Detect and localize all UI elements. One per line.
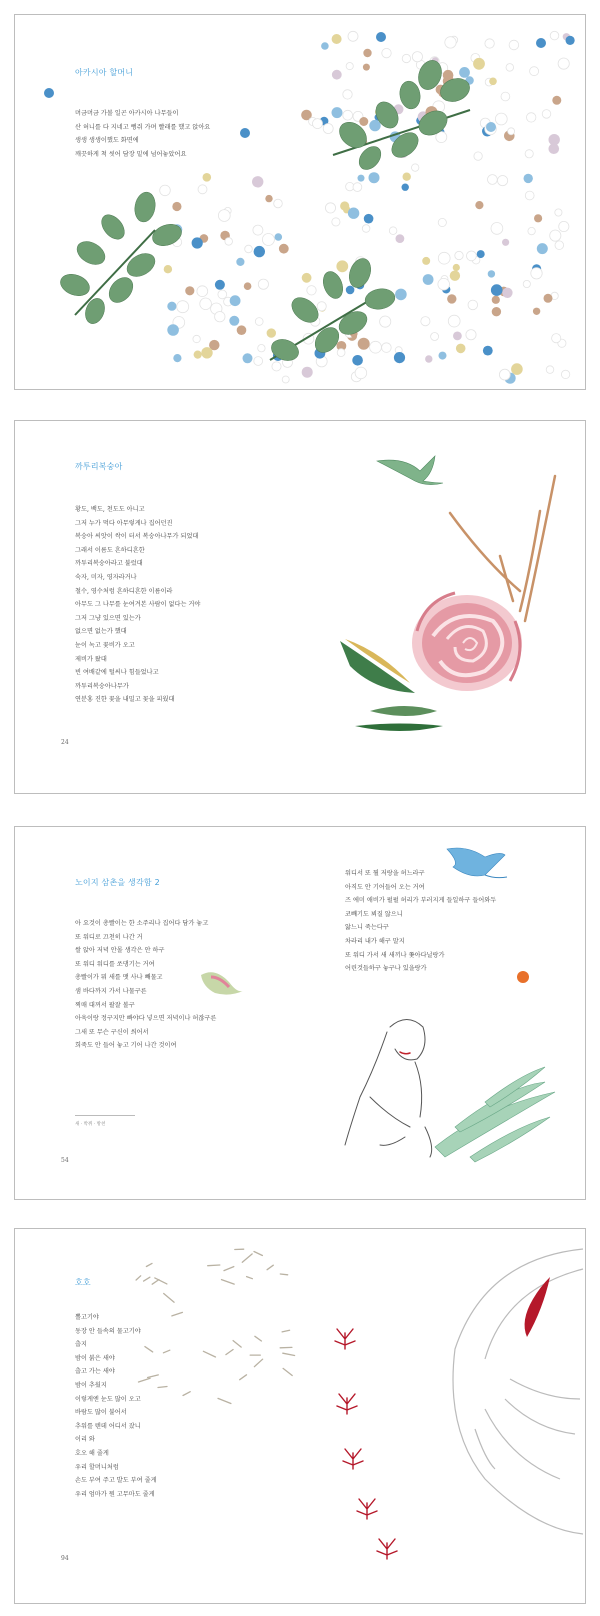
confetti-dot-icon: [332, 107, 343, 118]
confetti-dot-icon: [475, 201, 483, 209]
poem-line: 밤이 추웠지: [75, 1381, 107, 1389]
page-number: 24: [61, 739, 69, 746]
confetti-dot-icon: [450, 271, 460, 281]
poem-line: 또 워디로 끄천히 나간 거: [75, 933, 143, 941]
poem-line: 밤이 붉은 새야: [75, 1354, 115, 1362]
poem-line: 찍매 대꺼서 팔잘 볼구: [75, 1001, 135, 1009]
page-number: 94: [61, 1555, 69, 1562]
feather-icon: [255, 1336, 262, 1341]
confetti-dot-icon: [336, 260, 348, 272]
confetti-dot-icon: [192, 237, 203, 248]
confetti-dot-icon: [254, 357, 263, 366]
poem-line: 산 허니를 다 지네고 뻥쥐 가며 빨래를 했고 앉아요: [75, 123, 211, 131]
confetti-dot-icon: [218, 210, 230, 222]
swallow-bird-icon: [377, 456, 443, 485]
confetti-dot-icon: [555, 209, 562, 216]
confetti-dot-icon: [307, 286, 316, 295]
confetti-dot-icon: [272, 362, 281, 371]
confetti-dot-icon: [380, 316, 391, 327]
feather-icon: [224, 1267, 234, 1271]
confetti-dot-icon: [488, 270, 495, 277]
poem-body: [75, 1311, 157, 1501]
confetti-dot-icon: [353, 183, 362, 192]
confetti-dot-icon: [423, 274, 434, 285]
reed-leaves-icon: [435, 1067, 555, 1162]
confetti-dot-icon: [561, 370, 569, 378]
poem-line: 이렇게엔 눈도 많이 오고: [75, 1395, 141, 1403]
confetti-dot-icon: [167, 302, 176, 311]
poem-line: 워디서 또 뭘 저랑을 허느라구: [345, 870, 425, 877]
confetti-dots: [44, 31, 575, 384]
feather-icon: [247, 1277, 253, 1279]
confetti-dot-icon: [253, 225, 263, 235]
confetti-dot-icon: [240, 128, 250, 138]
confetti-dot-icon: [544, 294, 553, 303]
confetti-dot-icon: [352, 355, 363, 366]
confetti-dot-icon: [431, 333, 439, 341]
poem-line: 까투리복숭아나무가: [75, 682, 129, 690]
poem-line: 코빼기도 뵈질 않으니: [345, 910, 403, 918]
feather-icon: [283, 1368, 292, 1375]
confetti-dot-icon: [477, 250, 485, 258]
confetti-dot-icon: [244, 282, 252, 290]
feather-icon: [242, 1254, 252, 1262]
confetti-dot-icon: [258, 345, 265, 352]
confetti-dot-icon: [443, 70, 454, 81]
confetti-dot-icon: [215, 312, 225, 322]
confetti-dot-icon: [402, 54, 410, 62]
confetti-dot-icon: [346, 63, 353, 70]
poem-line: 제비가 왔대: [75, 655, 107, 663]
confetti-dot-icon: [467, 251, 477, 261]
page-peach: [14, 420, 586, 794]
rose-flower-icon: [412, 593, 522, 691]
confetti-dot-icon: [258, 279, 268, 289]
confetti-dot-icon: [459, 67, 470, 78]
confetti-dot-icon: [486, 122, 496, 132]
poem-line: 그저 누가 먹다 아무렇게나 집어던진: [75, 519, 173, 527]
confetti-dot-icon: [502, 239, 509, 246]
feather-icon: [222, 1280, 235, 1285]
confetti-dot-icon: [243, 353, 253, 363]
confetti-dot-icon: [511, 363, 523, 375]
confetti-dot-icon: [313, 119, 323, 129]
confetti-dot-icon: [483, 346, 493, 356]
poem-line: 아무도 그 나무를 눈여겨본 사람이 없다는 거야: [75, 601, 201, 609]
confetti-dot-icon: [456, 344, 466, 354]
poem-line: 또 워디 워디를 쏘댕기는 거여: [75, 960, 155, 968]
feather-icon: [240, 1375, 247, 1380]
feather-icon: [203, 1351, 215, 1357]
confetti-dot-icon: [382, 343, 392, 353]
confetti-dot-icon: [466, 330, 476, 340]
confetti-dot-icon: [359, 117, 368, 126]
confetti-dot-icon: [370, 341, 382, 353]
confetti-dot-icon: [389, 227, 397, 235]
confetti-dot-icon: [254, 246, 265, 257]
confetti-dot-icon: [215, 280, 225, 290]
poem-title: 아카시아 할머니: [75, 68, 134, 77]
poem-body-right: [345, 867, 496, 976]
feather-icon: [146, 1263, 152, 1266]
confetti-dot-icon: [262, 234, 274, 246]
poem-title: 노이지 삼촌을 생각함 2: [75, 878, 160, 887]
confetti-dot-icon: [252, 176, 263, 187]
confetti-dot-icon: [502, 288, 512, 298]
poem-line: 눈이 녹고 꽃비가 오고: [75, 641, 135, 649]
feather-icon: [152, 1280, 159, 1285]
confetti-dot-icon: [332, 70, 342, 80]
confetti-dot-icon: [448, 315, 460, 327]
poem-line: 없으면 없는가 했대: [75, 628, 127, 636]
confetti-dot-icon: [438, 278, 450, 290]
confetti-dot-icon: [523, 280, 530, 287]
poem-line: 황도, 백도, 천도도 아니고: [75, 506, 145, 513]
confetti-dot-icon: [337, 349, 345, 357]
confetti-dot-icon: [369, 172, 380, 183]
confetti-dot-icon: [533, 308, 540, 315]
circle-strokes: [453, 1249, 583, 1534]
feather-icon: [158, 1387, 167, 1388]
confetti-dot-icon: [550, 230, 561, 241]
confetti-dot-icon: [363, 64, 370, 71]
poem-line: 생생 생생이했도 화면에: [75, 137, 139, 145]
confetti-dot-icon: [488, 175, 498, 185]
bird-footprint-icon: [337, 1394, 357, 1414]
confetti-dot-icon: [363, 49, 371, 57]
feather-icon: [283, 1353, 295, 1355]
feather-icon: [226, 1350, 233, 1355]
confetti-dot-icon: [485, 39, 494, 48]
confetti-dot-icon: [230, 295, 241, 306]
feather-icon: [172, 1312, 183, 1316]
confetti-dot-icon: [489, 78, 497, 86]
confetti-dot-icon: [536, 38, 546, 48]
confetti-dot-icon: [525, 150, 533, 158]
confetti-dot-icon: [491, 284, 503, 296]
confetti-dot-icon: [396, 234, 405, 243]
poem-line: 어린것들하구 놓구나 있을랑가: [345, 965, 427, 973]
confetti-dot-icon: [566, 36, 575, 45]
poem-line: 그래서 이름도 흔하디흔한: [75, 546, 145, 554]
bird-footprint-icon: [377, 1539, 397, 1559]
confetti-dot-icon: [317, 302, 326, 311]
acacia-branch-icon: [57, 190, 184, 326]
poem-line: 복숭아 씨앗이 싹이 터서 복숭아나무가 되었대: [75, 533, 199, 541]
poem-line: 아욱이랑 정구지만 빠야다 넣으면 저녁이나 허잖구른: [75, 1015, 217, 1023]
poem-line: 춥지: [75, 1341, 87, 1349]
confetti-dot-icon: [274, 199, 283, 208]
confetti-dot-icon: [447, 294, 456, 303]
confetti-dot-icon: [412, 164, 419, 171]
confetti-dot-icon: [177, 301, 189, 313]
confetti-dot-icon: [343, 90, 352, 99]
poem-line: 총빨이가 뭐 새를 맷 사나 빼물고: [75, 974, 163, 982]
poem-line: 우리 할머니처럼: [75, 1463, 119, 1471]
confetti-dot-icon: [455, 251, 463, 259]
confetti-dot-icon: [362, 225, 370, 233]
confetti-dot-icon: [421, 317, 430, 326]
feather-icon: [218, 1398, 231, 1403]
poem-body-left: [75, 917, 216, 1053]
confetti-dot-icon: [499, 369, 510, 380]
confetti-dot-icon: [275, 233, 283, 241]
confetti-dot-icon: [438, 218, 446, 226]
confetti-dot-icon: [453, 264, 460, 271]
confetti-dot-icon: [245, 245, 253, 253]
confetti-dot-icon: [340, 201, 349, 210]
page-hoho: [14, 1228, 586, 1604]
confetti-dot-icon: [491, 223, 503, 235]
poem-line: 머금머금 가볼 일곤 아카시아 나무들이: [75, 110, 179, 117]
poem-line: 그새 또 무슨 구신이 씌어서: [75, 1028, 149, 1036]
poem-line: 숙자, 미자, 영자라거나: [75, 573, 137, 581]
confetti-dot-icon: [501, 92, 510, 101]
poem-line: 철수, 영수처럼 흔하디흔한 이름이라: [75, 587, 173, 595]
feather-icon: [282, 1330, 290, 1332]
confetti-dot-icon: [225, 238, 233, 246]
poem-line: 손도 부여 주고 발도 부여 줄게: [75, 1477, 157, 1485]
feather-icon: [254, 1252, 262, 1256]
confetti-dot-icon: [321, 42, 329, 50]
feather-icon: [280, 1274, 287, 1275]
confetti-dot-icon: [509, 40, 519, 50]
bird-footprint-icon: [335, 1329, 397, 1559]
confetti-dot-icon: [167, 324, 179, 336]
confetti-dot-icon: [555, 241, 564, 250]
poem-line: 즈 에미 애비가 펄펄 허리가 부러지게 들일하구 들어와두: [345, 897, 497, 905]
confetti-dot-icon: [537, 243, 548, 254]
confetti-dot-icon: [468, 300, 478, 310]
confetti-dot-icon: [369, 120, 380, 131]
orange-dot: [517, 971, 529, 983]
confetti-dot-icon: [355, 367, 367, 379]
feather-icon: [233, 1341, 241, 1348]
confetti-dot-icon: [498, 176, 508, 186]
confetti-dot-icon: [422, 257, 430, 265]
confetti-dot-icon: [325, 203, 335, 213]
confetti-dot-icon: [549, 143, 560, 154]
confetti-dot-icon: [552, 334, 561, 343]
confetti-dot-icon: [546, 366, 554, 374]
confetti-dot-icon: [185, 286, 194, 295]
confetti-dot-icon: [343, 110, 353, 120]
poem-line: 또 워디 가서 새 새끼나 쫓아다닐랑가: [345, 951, 445, 959]
confetti-dot-icon: [302, 273, 312, 283]
page-number: 54: [61, 1157, 69, 1164]
confetti-dot-icon: [346, 286, 355, 295]
confetti-dot-icon: [173, 354, 181, 362]
confetti-dot-icon: [44, 88, 54, 98]
confetti-dot-icon: [198, 185, 207, 194]
confetti-dot-icon: [425, 355, 432, 362]
confetti-dot-icon: [527, 113, 536, 122]
confetti-dot-icon: [358, 175, 365, 182]
red-feather-icon: [525, 1277, 550, 1337]
confetti-dot-icon: [203, 173, 212, 182]
feather-icon: [254, 1359, 262, 1367]
poem-line: 차라리 내가 해구 말지: [345, 937, 405, 945]
confetti-dot-icon: [279, 244, 289, 254]
confetti-dot-icon: [530, 67, 539, 76]
footnote-rule: [75, 1115, 135, 1116]
confetti-dot-icon: [403, 173, 411, 181]
confetti-dot-icon: [394, 352, 405, 363]
poem-line: 바람도 많이 불어서: [75, 1409, 127, 1417]
confetti-dot-icon: [267, 328, 276, 337]
confetti-dot-icon: [550, 31, 559, 40]
confetti-dot-icon: [201, 347, 212, 358]
confetti-dot-icon: [332, 34, 342, 44]
confetti-dot-icon: [218, 290, 227, 299]
confetti-dot-icon: [492, 296, 500, 304]
confetti-dot-icon: [506, 64, 514, 72]
feather-icon: [136, 1276, 141, 1280]
confetti-dot-icon: [395, 289, 407, 301]
poem-line: 그저 그냥 있으면 있는가: [75, 614, 141, 622]
confetti-dot-icon: [525, 191, 534, 200]
poem-line: 까투리복숭아라고 불렀대: [75, 560, 143, 568]
feather-icon: [163, 1350, 169, 1353]
confetti-dot-icon: [172, 202, 181, 211]
poem-line: 우리 엄마가 뭔 고무마도 줄게: [75, 1490, 155, 1498]
confetti-dot-icon: [552, 96, 561, 105]
feather-icon: [136, 1249, 295, 1403]
confetti-dot-icon: [164, 265, 172, 273]
confetti-dot-icon: [412, 52, 422, 62]
poem-line: 뽈고기야: [75, 1314, 99, 1321]
confetti-dot-icon: [531, 268, 542, 279]
confetti-dot-icon: [445, 37, 456, 48]
confetti-dot-icon: [332, 218, 340, 226]
poem-line: 춥고 가는 새야: [75, 1368, 115, 1376]
confetti-dot-icon: [474, 152, 482, 160]
feather-icon: [208, 1265, 220, 1266]
confetti-dot-icon: [197, 286, 208, 297]
confetti-dot-icon: [376, 32, 386, 42]
poem-line: 연분홍 진한 꽃을 내밀고 꽃을 피웠대: [75, 696, 175, 704]
figure-sketch: [345, 1020, 432, 1158]
poem-body: [75, 107, 210, 161]
feather-icon: [183, 1392, 190, 1396]
confetti-dot-icon: [193, 335, 200, 342]
confetti-dot-icon: [473, 58, 485, 70]
bird-footprint-icon: [357, 1499, 377, 1519]
confetti-dot-icon: [265, 195, 272, 202]
confetti-dot-icon: [534, 214, 542, 222]
poem-line: 쌀 앉아 저녁 안몰 생각은 안 하구: [75, 947, 165, 955]
confetti-dot-icon: [282, 376, 289, 383]
confetti-dot-icon: [348, 208, 359, 219]
confetti-dot-icon: [382, 48, 391, 57]
confetti-dot-icon: [348, 31, 358, 41]
poem-line: 추워를 텐데 어디서 잤니: [75, 1422, 141, 1430]
confetti-dot-icon: [438, 252, 450, 264]
confetti-dot-icon: [358, 338, 370, 350]
poem-line: 아직도 안 기어들어 오는 거여: [345, 883, 425, 891]
poem-line: 희죽도 안 들어 놓고 기어 나간 것이여: [75, 1042, 177, 1050]
confetti-dot-icon: [302, 367, 313, 378]
poem-line: 이리 와: [75, 1436, 95, 1444]
confetti-dot-icon: [229, 316, 239, 326]
confetti-dot-icon: [528, 227, 535, 234]
page-uncle: [14, 826, 586, 1200]
bird-footprint-icon: [335, 1329, 355, 1349]
confetti-dot-icon: [323, 124, 333, 134]
poem-line: 샘 바다까지 가서 나물구른: [75, 987, 147, 995]
confetti-dot-icon: [439, 352, 447, 360]
poem-line: 동장 안 들속의 물고기야: [75, 1327, 141, 1335]
poem-title: 호호: [75, 1278, 91, 1287]
confetti-dot-icon: [559, 221, 569, 231]
bird-footprint-icon: [343, 1449, 363, 1469]
confetti-dot-icon: [542, 110, 551, 119]
confetti-dot-icon: [558, 58, 569, 69]
feather-icon: [144, 1277, 150, 1281]
confetti-dot-icon: [255, 318, 263, 326]
confetti-dot-icon: [237, 325, 247, 335]
confetti-dot-icon: [508, 128, 515, 135]
poem-line: 앓느니 죽는다구: [345, 924, 389, 932]
feather-icon: [267, 1265, 273, 1270]
confetti-dot-icon: [492, 307, 501, 316]
poem-line: 깨끗하게 척 씻어 담장 밑에 넘어놓았어요: [75, 150, 187, 158]
feather-icon: [164, 1294, 174, 1303]
confetti-dot-icon: [364, 214, 374, 224]
poem-line: 빈 여배같에 털씨나 힘들었나고: [75, 669, 159, 677]
confetti-dot-icon: [524, 174, 533, 183]
poem-body: [75, 503, 200, 707]
confetti-dot-icon: [453, 332, 462, 341]
confetti-dot-icon: [402, 184, 409, 191]
footnote: 새 · 박쥐 · 방천: [75, 1122, 106, 1127]
confetti-dot-icon: [194, 351, 202, 359]
poem-line: 호오 해 줄게: [75, 1449, 109, 1457]
poem-line: 아 요것이 총빨이는 한 소주리나 집어다 담가 놓고: [75, 920, 209, 927]
confetti-dot-icon: [160, 185, 171, 196]
page-acacia: [14, 14, 586, 390]
confetti-dot-icon: [495, 113, 507, 125]
confetti-dot-icon: [200, 298, 212, 310]
confetti-dot-icon: [236, 258, 244, 266]
poem-title: 까투리복숭아: [75, 462, 123, 471]
